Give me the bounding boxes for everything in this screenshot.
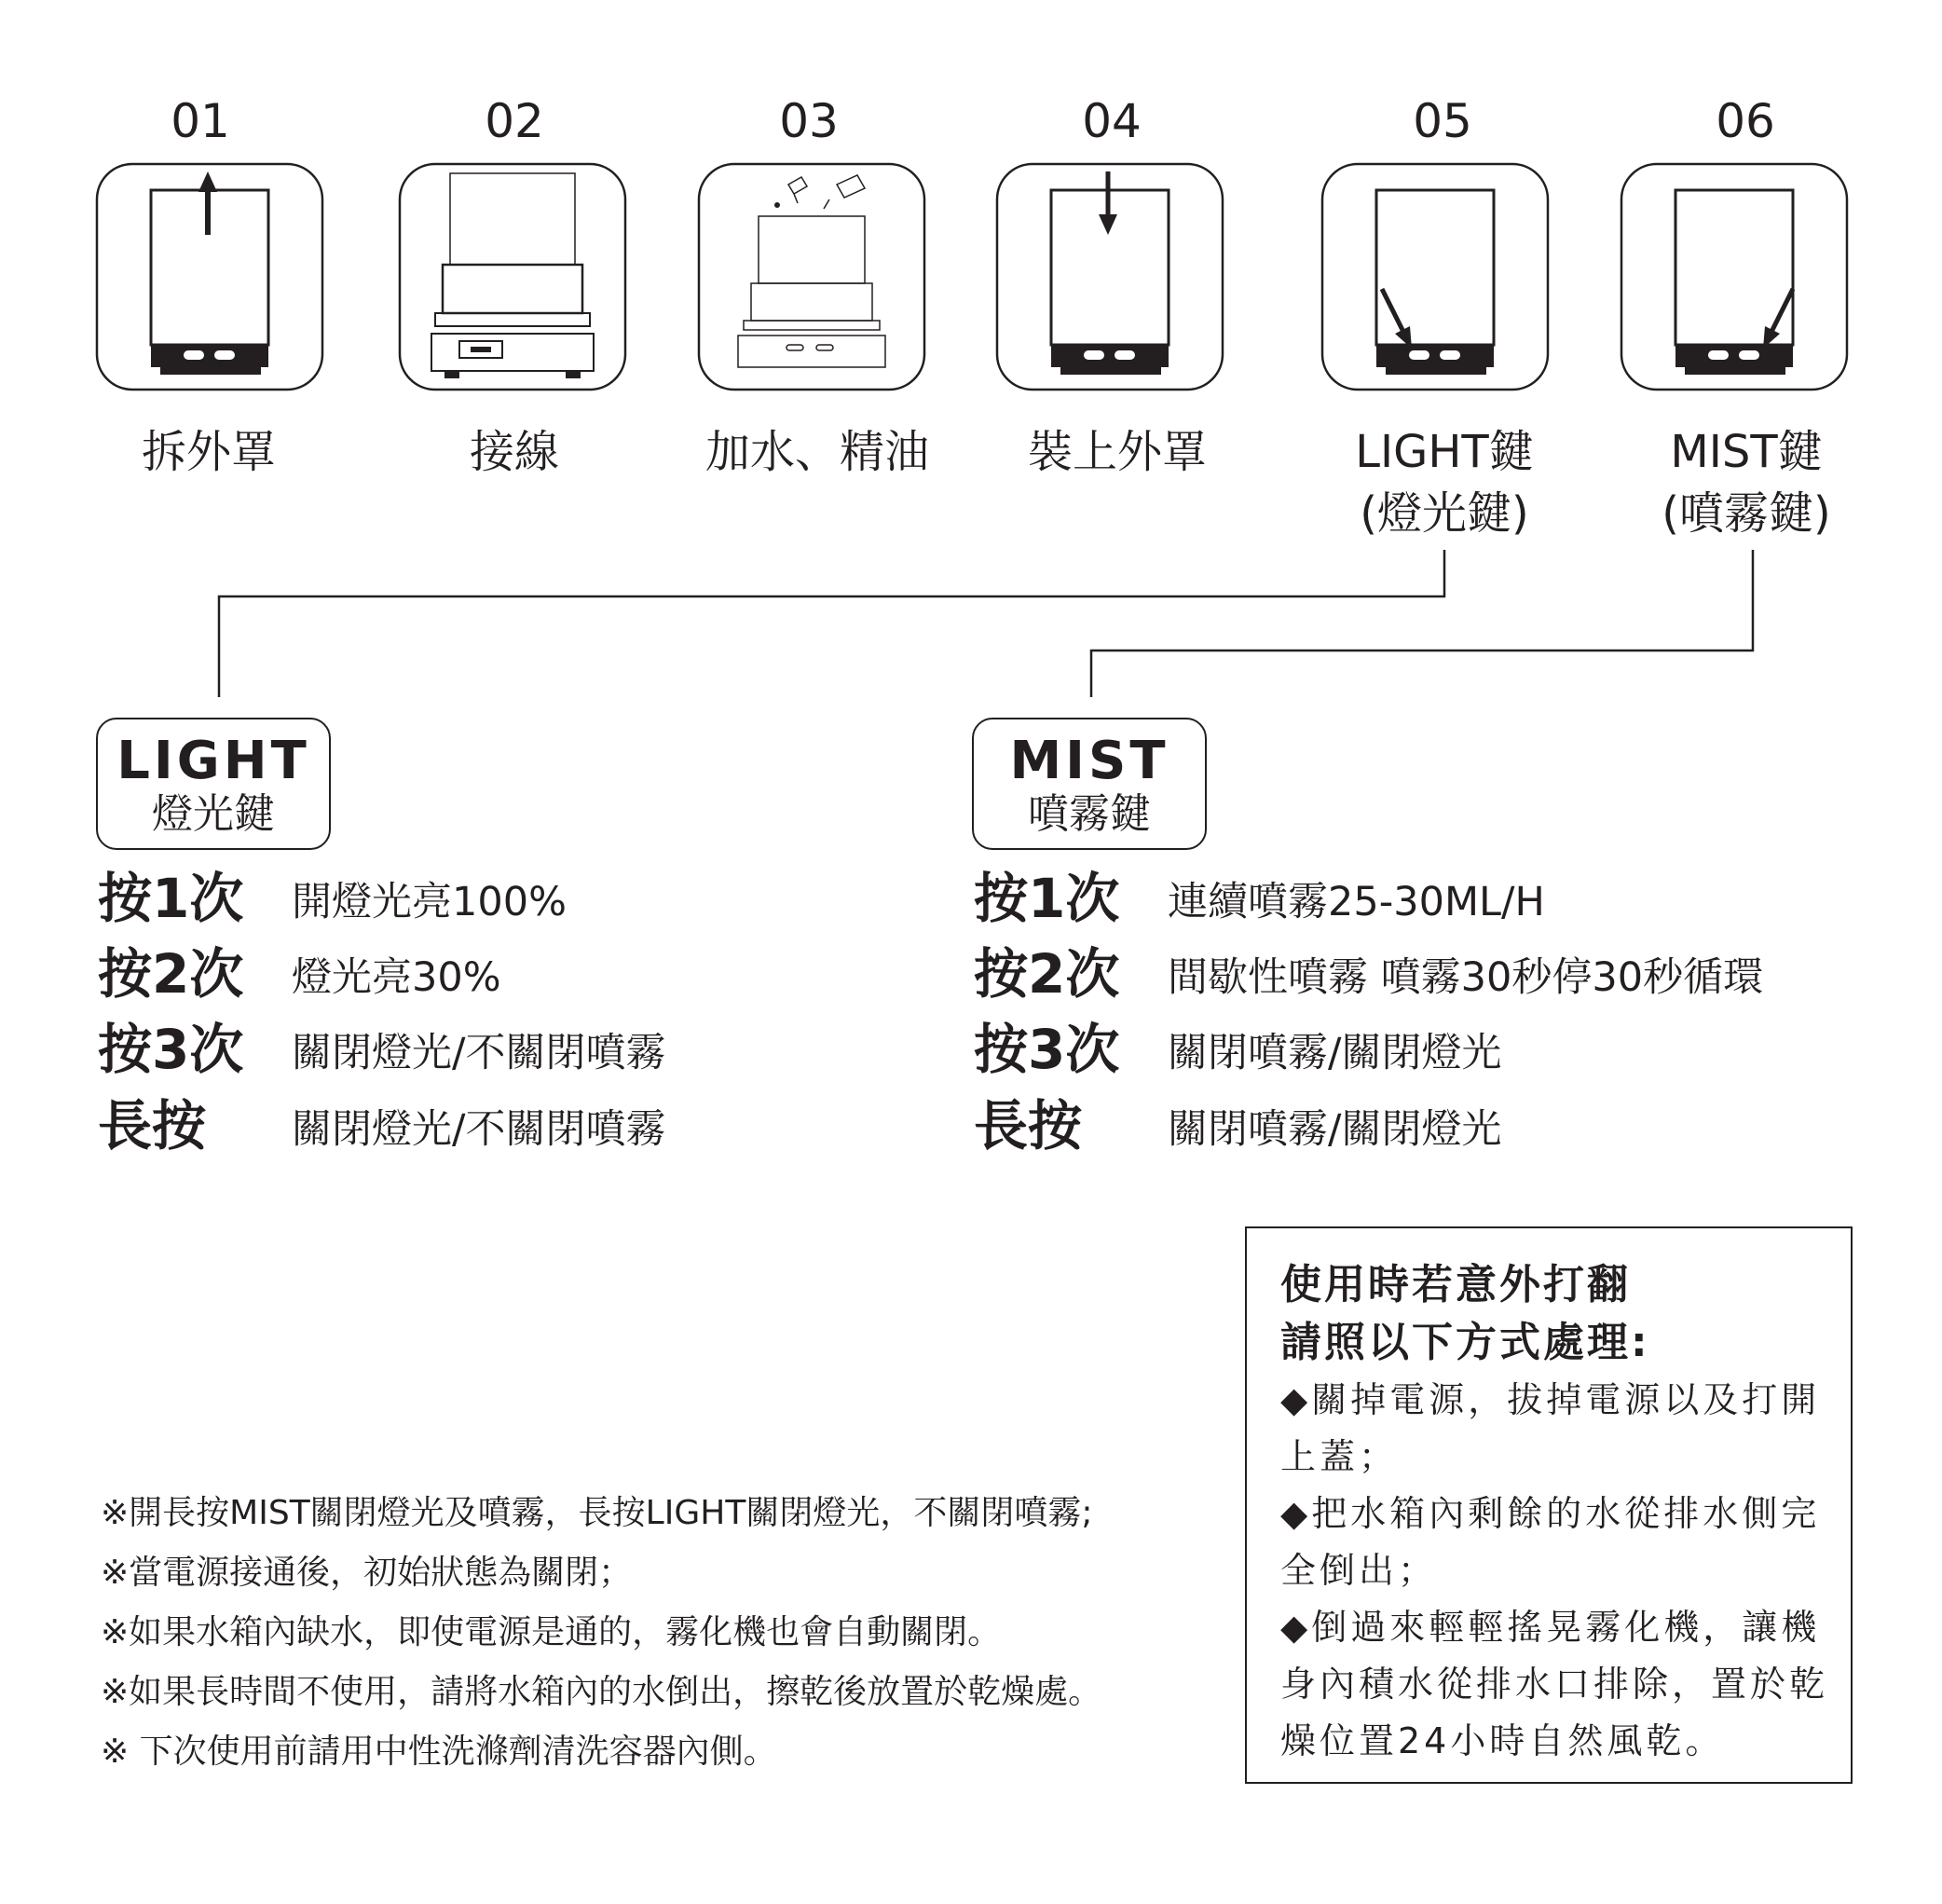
light-row-2-desc: 燈光亮30% <box>292 954 501 1001</box>
mist-row-1-press: 按1次 <box>974 867 1120 930</box>
note-1: ※開長按MIST關閉燈光及噴霧，長按LIGHT關閉燈光，不關閉噴霧; <box>101 1494 1093 1532</box>
warning-line-2: 上蓋； <box>1280 1436 1399 1477</box>
step-label-03: 加水、精油 <box>704 426 929 478</box>
light-row-1-press: 按1次 <box>98 867 244 930</box>
light-row-3-desc: 關閉燈光/不關閉噴霧 <box>292 1030 666 1076</box>
mist-row-4-press: 長按 <box>974 1094 1083 1157</box>
usage-notes <box>101 1484 1200 1782</box>
step-label-06-line1: MIST鍵 <box>1670 426 1823 478</box>
warning-line-4: 全倒出； <box>1280 1550 1438 1591</box>
note-4: ※如果長時間不使用，請將水箱內的水倒出，擦乾後放置於乾燥處。 <box>101 1673 1102 1711</box>
warning-line-3: ◆把水箱內剩餘的水從排水側完 <box>1280 1493 1821 1534</box>
warning-line-7: 燥位置24小時自然風乾。 <box>1280 1720 1725 1761</box>
mist-row-3-desc: 關閉噴霧/關閉燈光 <box>1168 1030 1502 1076</box>
step-number-06: 06 <box>1716 94 1775 148</box>
mist-row-1-desc: 連續噴霧25-30ML/H <box>1168 879 1545 925</box>
step-label-04: 裝上外罩 <box>1027 426 1207 478</box>
step-number-03: 03 <box>779 94 839 148</box>
mist-key-title: MIST <box>1009 731 1169 791</box>
light-row-4-press: 長按 <box>98 1094 207 1157</box>
light-row-3-press: 按3次 <box>98 1018 244 1081</box>
mist-row-4-desc: 關閉噴霧/關閉燈光 <box>1168 1106 1502 1153</box>
warning-line-6: 身內積水從排水口排除，置於乾 <box>1280 1664 1829 1705</box>
light-key-subtitle: 燈光鍵 <box>152 790 275 838</box>
step-label-05-line2: (燈光鍵) <box>1360 487 1529 540</box>
warning-title-2: 請照以下方式處理: <box>1280 1319 1650 1366</box>
tip-over-warning-box <box>1245 1226 1853 1784</box>
mist-key-subtitle: 噴霧鍵 <box>1028 790 1151 838</box>
warning-line-1: ◆關掉電源，拔掉電源以及打開 <box>1280 1379 1821 1420</box>
step-number-02: 02 <box>485 94 544 148</box>
mist-key-box <box>972 718 1207 850</box>
step-number-01: 01 <box>171 94 230 148</box>
warning-line-5: ◆倒過來輕輕搖晃霧化機，讓機 <box>1280 1607 1821 1648</box>
step-label-02: 接線 <box>469 426 559 478</box>
light-connector-line <box>219 550 1444 697</box>
light-key-box <box>96 718 331 850</box>
light-row-4-desc: 關閉燈光/不關閉噴霧 <box>292 1106 666 1153</box>
mist-row-2-press: 按2次 <box>974 942 1120 1006</box>
mist-row-2-desc: 間歇性噴霧 噴霧30秒停30秒循環 <box>1168 954 1764 1001</box>
step-number-05: 05 <box>1413 94 1472 148</box>
step-label-05-line1: LIGHT鍵 <box>1355 426 1534 478</box>
light-key-title: LIGHT <box>116 731 310 791</box>
note-5: ※ 下次使用前請用中性洗滌劑清洗容器內側。 <box>101 1733 777 1771</box>
mist-row-3-press: 按3次 <box>974 1018 1120 1081</box>
note-3: ※如果水箱內缺水，即使電源是通的，霧化機也會自動關閉。 <box>101 1613 1002 1651</box>
light-row-1-desc: 開燈光亮100% <box>292 879 567 925</box>
note-2: ※當電源接通後，初始狀態為關閉； <box>101 1554 633 1592</box>
light-row-2-press: 按2次 <box>98 942 244 1006</box>
step-label-01: 拆外罩 <box>141 426 276 478</box>
warning-title-1: 使用時若意外打翻 <box>1280 1261 1631 1308</box>
mist-connector-line <box>1091 550 1753 697</box>
step-number-04: 04 <box>1082 94 1142 148</box>
step-label-06-line2: (噴霧鍵) <box>1662 487 1831 540</box>
